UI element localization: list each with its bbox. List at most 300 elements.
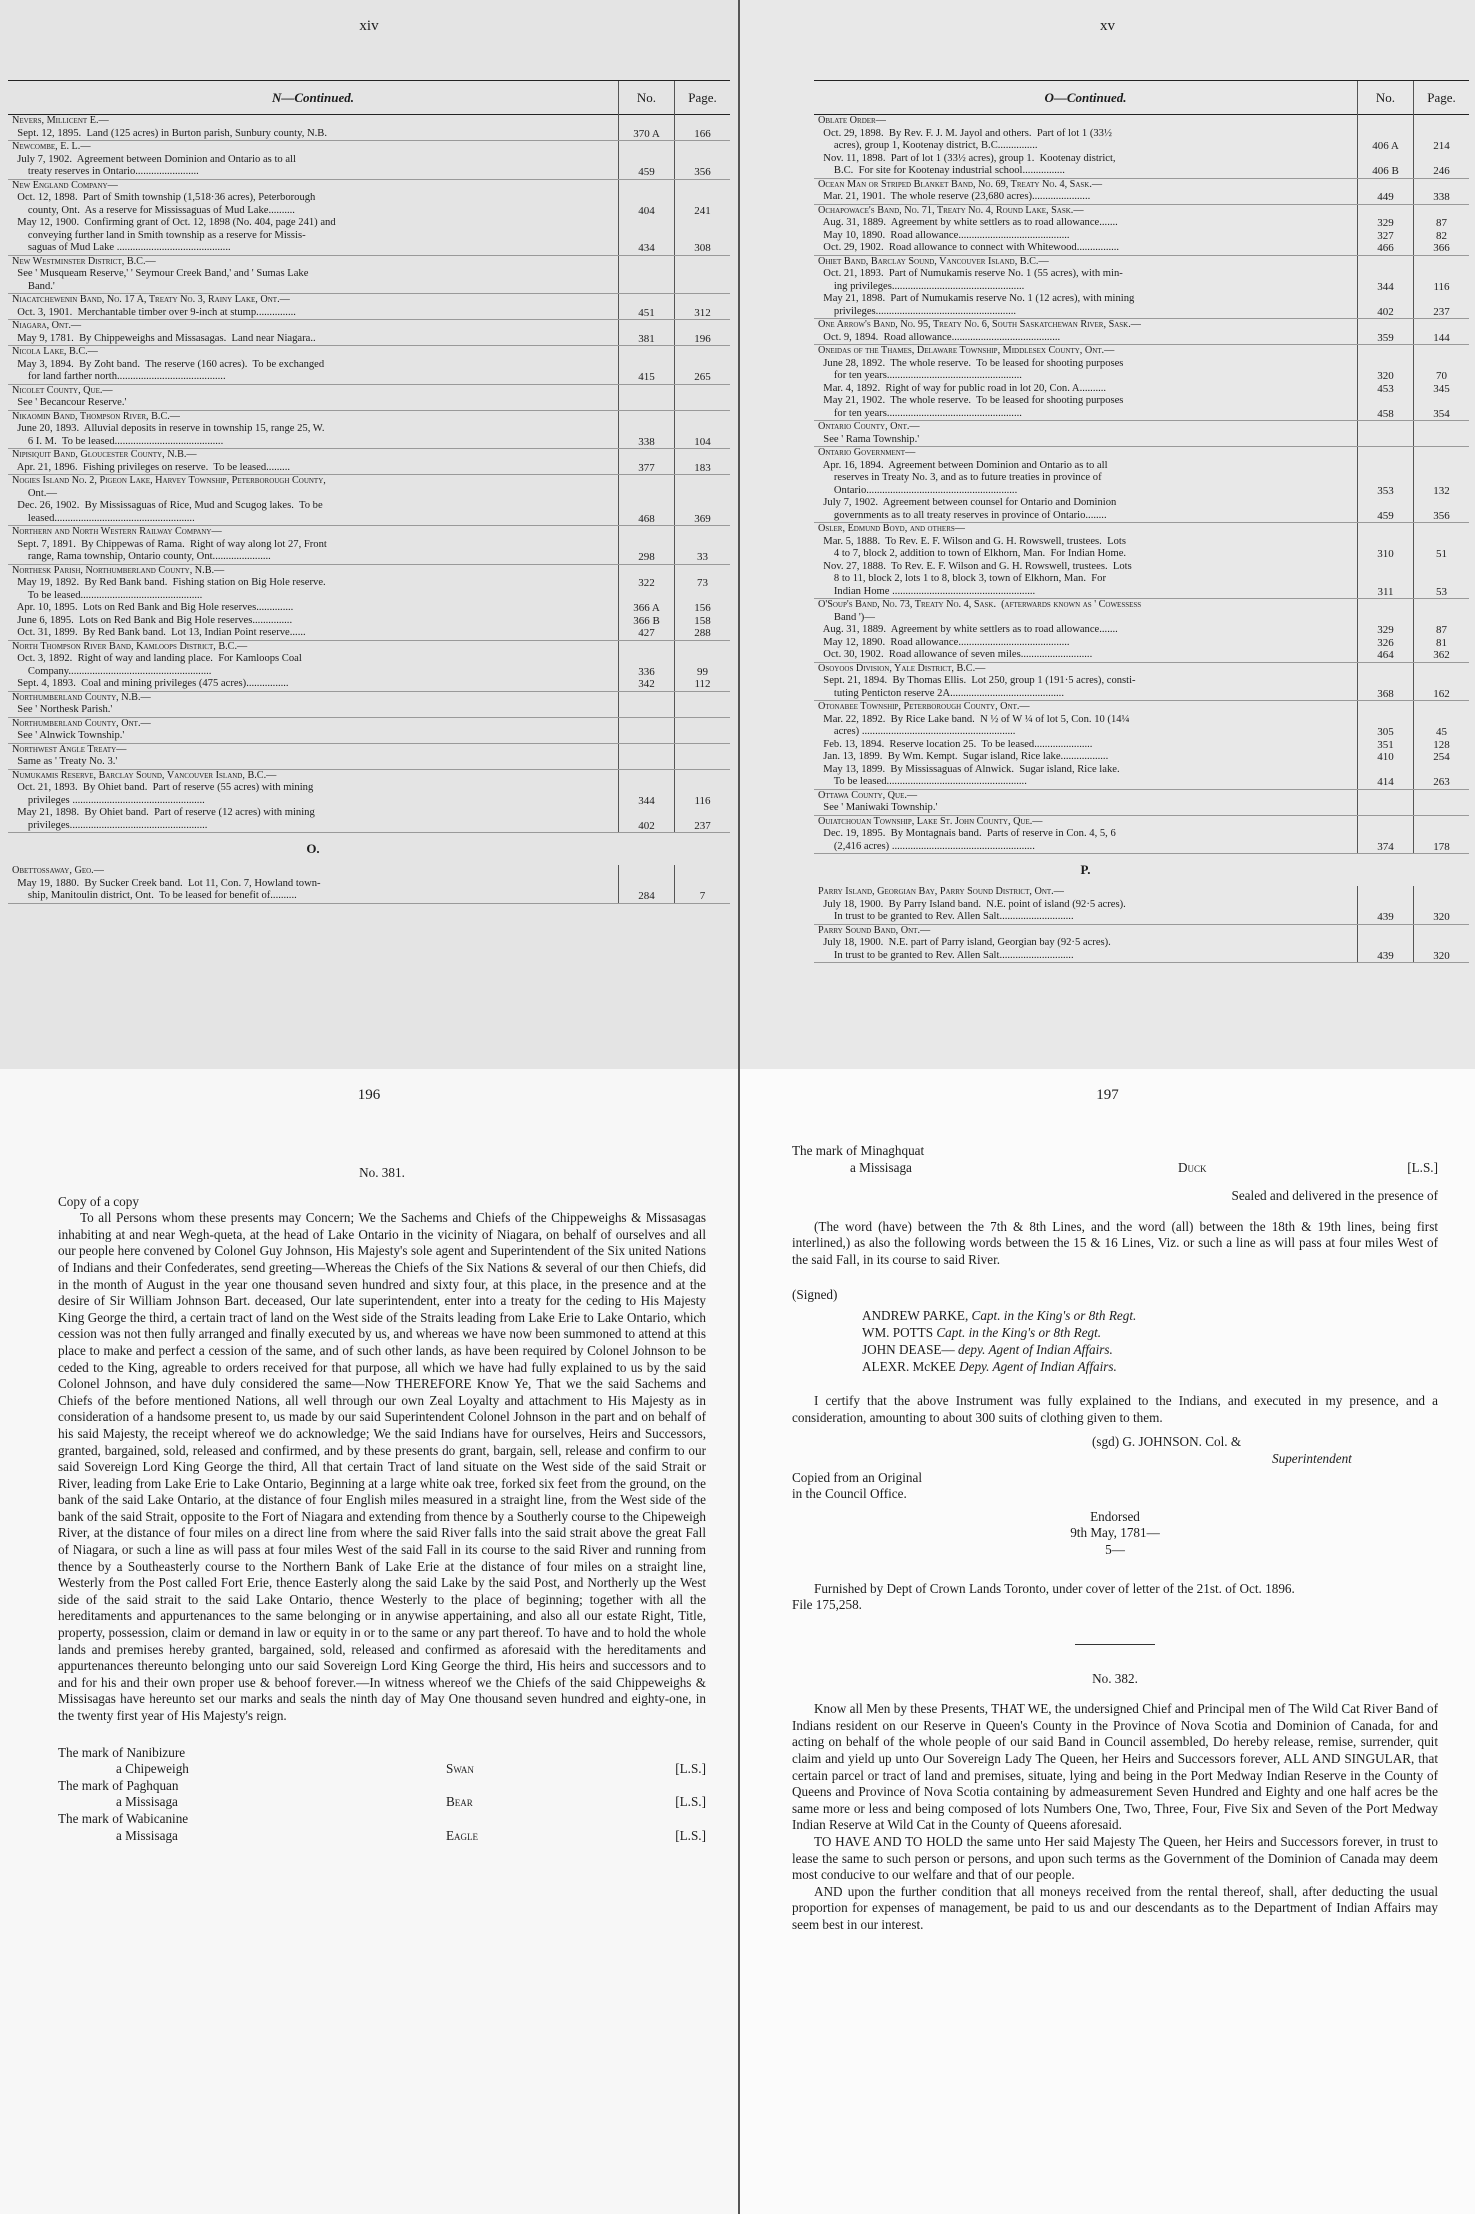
marks-list bbox=[58, 1745, 706, 1845]
entry-detail: Ontario......................................................... bbox=[818, 484, 1018, 496]
entry-line bbox=[814, 751, 1469, 764]
mark-row bbox=[58, 1828, 706, 1845]
entry-number bbox=[618, 154, 674, 167]
entry-number bbox=[1357, 256, 1413, 269]
entry-page bbox=[1413, 115, 1469, 128]
entry-number bbox=[1357, 115, 1413, 128]
entry-number bbox=[1357, 421, 1413, 434]
index-entry bbox=[8, 180, 730, 256]
index-entries-o bbox=[8, 865, 730, 904]
entry-page: 82 bbox=[1413, 230, 1469, 243]
entry-heading: Ochapowace's Band, No. 71, Treaty No. 4, Round Lake, Sask.— bbox=[818, 204, 1084, 216]
entry-detail: treaty reserves in Ontario........................ bbox=[12, 166, 199, 177]
entry-page: 128 bbox=[1413, 739, 1469, 752]
entry-number: 338 bbox=[618, 436, 674, 449]
entry-page bbox=[1413, 701, 1469, 714]
entry-line bbox=[814, 510, 1469, 523]
entry-line bbox=[8, 217, 730, 230]
entry-detail: May 21, 1898. Part of Numukamis reserve No. 1 (12 acres), with mining bbox=[818, 293, 1135, 304]
entry-page bbox=[674, 320, 730, 333]
entry-line bbox=[8, 320, 730, 333]
entry-page: 70 bbox=[1413, 370, 1469, 383]
index-entry bbox=[814, 701, 1469, 790]
entry-line bbox=[8, 449, 730, 462]
entry-line bbox=[814, 421, 1469, 434]
entry-detail: Oct. 31, 1899. By Red Bank band. Lot 13, Indian Point reserve...... bbox=[12, 627, 306, 638]
entry-line bbox=[814, 242, 1469, 255]
entry-number: 459 bbox=[1357, 510, 1413, 523]
entry-line bbox=[814, 816, 1469, 829]
entry-page bbox=[674, 192, 730, 205]
mark-seal: [L.S.] bbox=[1407, 1159, 1438, 1175]
entry-line bbox=[8, 513, 730, 526]
entry-number bbox=[1357, 612, 1413, 625]
table-header bbox=[814, 81, 1469, 115]
entry-page bbox=[1413, 395, 1469, 408]
witness-title: Depy. Agent of Indian Affairs. bbox=[959, 1359, 1117, 1375]
entry-line bbox=[814, 370, 1469, 383]
index-entry bbox=[8, 449, 730, 475]
entry-page: 263 bbox=[1413, 776, 1469, 789]
entry-number: 327 bbox=[1357, 230, 1413, 243]
entry-page bbox=[674, 217, 730, 230]
entry-heading: Nipisiquit Band, Gloucester County, N.B.— bbox=[12, 449, 197, 460]
mark-nation: a Chipeweigh bbox=[116, 1761, 189, 1777]
column-header-no: No. bbox=[1357, 81, 1413, 115]
entry-line bbox=[814, 663, 1469, 676]
entry-detail: Sept. 4, 1893. Coal and mining privileges (475 acres)................ bbox=[12, 678, 289, 689]
entry-line bbox=[814, 395, 1469, 408]
entry-number bbox=[1357, 358, 1413, 371]
entry-line bbox=[8, 666, 730, 679]
index-entry bbox=[8, 718, 730, 744]
certification: I certify that the above Instrument was fully explained to the Indians, and executed in my presence, and a consideration, amounting to about 300 suits of clothing given to them. bbox=[792, 1393, 1438, 1425]
entry-number bbox=[618, 475, 674, 488]
entry-detail: May 9, 1781. By Chippeweighs and Missasagas. Land near Niagara.. bbox=[12, 332, 316, 344]
entry-line bbox=[814, 332, 1469, 345]
entry-line bbox=[814, 828, 1469, 841]
entry-number: 449 bbox=[1357, 191, 1413, 204]
entry-page bbox=[1413, 128, 1469, 141]
entry-number bbox=[1357, 319, 1413, 332]
entry-number: 374 bbox=[1357, 841, 1413, 854]
entry-line bbox=[8, 590, 730, 603]
entry-line bbox=[8, 744, 730, 757]
entry-page: 51 bbox=[1413, 548, 1469, 561]
furnished-note: Furnished by Dept of Crown Lands Toronto, under cover of letter of the 21st. of Oct. 1896. bbox=[814, 1580, 1295, 1596]
entry-number bbox=[1357, 434, 1413, 447]
index-entry bbox=[814, 421, 1469, 447]
mark-totem: Duck bbox=[1178, 1159, 1207, 1175]
entry-detail: May 3, 1894. By Zoht band. The reserve (160 acres). To be exchanged bbox=[12, 358, 325, 370]
entry-heading: Nicolet County, Que.— bbox=[12, 384, 113, 396]
entry-number bbox=[618, 294, 674, 307]
entry-number: 381 bbox=[618, 333, 674, 346]
entry-line bbox=[814, 191, 1469, 204]
letter-o: O. bbox=[306, 841, 320, 856]
witness-signature bbox=[792, 1358, 1438, 1375]
entry-page: 354 bbox=[1413, 408, 1469, 421]
entry-page: 366 bbox=[1413, 242, 1469, 255]
entry-heading: New Westminster District, B.C.— bbox=[12, 255, 156, 267]
entry-line bbox=[8, 865, 730, 878]
entry-page bbox=[1413, 268, 1469, 281]
mark-nation: a Missisaga bbox=[116, 1827, 178, 1843]
entry-page bbox=[674, 539, 730, 552]
document-heading: No. 381. bbox=[359, 1165, 405, 1180]
entry-line bbox=[814, 911, 1469, 924]
entry-detail: Mar. 4, 1892. Right of way for public road in lot 20, Con. A.......... bbox=[818, 382, 1107, 394]
page-196 bbox=[0, 1069, 738, 2214]
entry-number: 414 bbox=[1357, 776, 1413, 789]
entry-page bbox=[674, 526, 730, 539]
signed-label: (Signed) bbox=[792, 1286, 838, 1302]
entry-page: 254 bbox=[1413, 751, 1469, 764]
entry-detail: Oct. 21, 1893. Part of Numukamis reserve No. 1 (55 acres), with min- bbox=[818, 268, 1123, 279]
entry-number bbox=[618, 539, 674, 552]
entry-page: 362 bbox=[1413, 649, 1469, 662]
entry-number: 366 A bbox=[618, 602, 674, 615]
entry-page: 320 bbox=[1413, 911, 1469, 924]
entry-page: 73 bbox=[674, 577, 730, 590]
entry-number bbox=[1357, 573, 1413, 586]
entry-detail: Sept. 21, 1894. By Thomas Ellis. Lot 250, group 1 (191·5 acres), consti- bbox=[818, 675, 1136, 686]
entry-line bbox=[814, 802, 1469, 815]
entry-page bbox=[674, 423, 730, 436]
entry-number bbox=[618, 590, 674, 603]
index-entry bbox=[814, 447, 1469, 523]
entry-page bbox=[674, 878, 730, 891]
entry-number bbox=[618, 141, 674, 154]
entry-page: 288 bbox=[674, 627, 730, 640]
witness-signature bbox=[792, 1307, 1438, 1324]
entry-line bbox=[8, 475, 730, 488]
deed-body: To all Persons whom these presents may Concern; We the Sachems and Chiefs of the Chippeweighs & Missasagas inhabiting at and near Wegh-queta, at the head of Lake Ontario in the vicinity of Niagara, on behalf of ourselves and all our people here convened by Colonel Guy Johnson, His Majesty's sole agent and Superintendent of the Six united Nations of Indians and their Confederates, send greeting—Whereas the Chiefs of the Six Nations & several of our then Chiefs, did in the month of August in the year one thousand seven hundred and sixty four, at this place, in the presence and at the desire of Sir William Johnson Bart. deceased, Our late superintendent, enter into a treaty for the ceding to His Majesty King George the third, a certain tract of land on the West side of the Straits leading from Lake Erie to Lake Ontario, which cession was not then fully arranged and finally executed by us, and whereas we have now been summoned to attend at this place to make and perfect a cession of the same, and of such other lands, as have been required by Colonel Johnson to be ceded to the King, agreable to orders received for that purpose, all which we have had fully explained to us by the said Colonel Johnson, and have duly considered the same—Now THEREFORE Know Ye, That we the said Sachems and Chiefs of the before mentioned Nations, all well through our own Zeal Loyalty and attachment to His Majesty as in consideration of a handsome present to, us made by our said Superintendent Colonel Johnson in the part and on behalf of his said Majesty, the receipt whereof we do acknowledge; We the said Indians have for ourselves, Heirs and Successors, granted, bargained, sold, released and confirmed, and by these presents do grant, bargain, sell, release and confirm to our said Sovereign Lord King George the third, All that certain Tract of land situate on the West side of the said Strait or River, leading from Lake Erie to Lake Ontario, Beginning at a large white oak tree, forked six feet from the ground, on the bank of the said Lake Ontario, at the distance of four English miles measured in a straight line, from the West side of the bank of the said Strait, opposite to the Fort of Niagara and extending from thence by a Southerly course to the Chipeweigh River, at the distance of four miles on a direct line from where the said River falls into the said strait above the great Fall of Niagara, or such a line as will pass at four miles West of the said Fall in its course to the said River and running from thence by a Southeasterly course to the Northern Bank of Lake Erie at the distance of four miles on a straight line, Westerly from the Post called Fort Erie, thence Easterly along the said Lake by the said Post, and Northerly up the West side of the said strait to the said Lake Ontario, thence Westerly to the place of beginning; together with all the hereditaments and appurtenances to the same belonging or in anywise appertaining, and also all our estate Right, Title, property, possession, claim or demand in law or equity in or to the same or any part thereof. To have and to hold the whole lands and premises hereby granted, bargained, sold, released and confirmed as aforesaid with the hereditaments and appurtenances thereunto belonging unto our said Sovereign Lord King George the third, His heirs and successors and to and for his and their own proper use & behoof forever.—In witness whereof we the Chiefs of the said Chippeweighs & Missisagas have hereunto set our marks and seals the ninth day of May One thousand seven hundred and eighty-one, in the twenty first year of His Majesty's reign. bbox=[58, 1210, 706, 1723]
entry-number bbox=[618, 744, 674, 757]
entry-page: 158 bbox=[674, 615, 730, 628]
entry-heading: Osoyoos Division, Yale District, B.C.— bbox=[818, 662, 986, 674]
entry-page: 7 bbox=[674, 890, 730, 903]
entry-heading: Northumberland County, Ont.— bbox=[12, 717, 151, 729]
entry-page bbox=[1413, 675, 1469, 688]
entry-page bbox=[674, 411, 730, 424]
entry-number: 353 bbox=[1357, 485, 1413, 498]
entry-number: 439 bbox=[1357, 911, 1413, 924]
entry-number bbox=[618, 115, 674, 128]
entry-number bbox=[618, 641, 674, 654]
entry-number: 468 bbox=[618, 513, 674, 526]
entry-page bbox=[1413, 293, 1469, 306]
entry-number bbox=[618, 423, 674, 436]
entry-detail: May 12, 1900. Confirming grant of Oct. 12, 1898 (No. 404, page 241) and bbox=[12, 217, 336, 228]
entry-number bbox=[1357, 816, 1413, 829]
witness-signature bbox=[792, 1324, 1438, 1341]
entry-heading: Niacatchewenin Band, No. 17 A, Treaty No. 3, Rainy Lake, Ont.— bbox=[12, 294, 290, 305]
mark-name: The mark of Wabicanine bbox=[58, 1810, 189, 1826]
entry-number: 434 bbox=[618, 242, 674, 255]
mark-totem: Bear bbox=[446, 1794, 473, 1810]
entry-detail: See ' Musqueam Reserve,' ' Seymour Creek Band,' and ' Sumas Lake bbox=[12, 268, 309, 279]
entry-page: 178 bbox=[1413, 841, 1469, 854]
entry-number: 377 bbox=[618, 462, 674, 475]
entry-line bbox=[814, 319, 1469, 332]
entry-heading: O'Soup's Band, No. 73, Treaty No. 4, Sask. (afterwards known as ' Cowessess bbox=[818, 599, 1142, 610]
entry-number bbox=[1357, 268, 1413, 281]
entry-page bbox=[674, 154, 730, 167]
entry-number: 344 bbox=[1357, 281, 1413, 294]
entry-heading: Ocean Man or Striped Blanket Band, No. 69, Treaty No. 4, Sask.— bbox=[818, 178, 1103, 190]
entry-page bbox=[674, 488, 730, 501]
index-entry bbox=[814, 256, 1469, 320]
entry-detail: July 18, 1900. By Parry Island band. N.E. point of island (92·5 acres). bbox=[818, 898, 1126, 910]
entry-number bbox=[1357, 205, 1413, 218]
entry-number: 320 bbox=[1357, 370, 1413, 383]
entry-heading: Ouiatchouan Township, Lake St. John County, Que.— bbox=[818, 815, 1043, 827]
entry-page bbox=[1413, 886, 1469, 899]
entry-heading: North Thompson River Band, Kamloops District, B.C.— bbox=[12, 640, 248, 652]
entry-number: 326 bbox=[1357, 637, 1413, 650]
entry-heading: Newcombe, E. L.— bbox=[12, 141, 91, 152]
entry-number bbox=[1357, 663, 1413, 676]
entry-detail: See ' Maniwaki Township.' bbox=[818, 802, 938, 813]
entry-detail: Feb. 13, 1894. Reserve location 25. To be leased...................... bbox=[818, 738, 1093, 750]
entry-line bbox=[8, 878, 730, 891]
entry-number: 458 bbox=[1357, 408, 1413, 421]
entry-number bbox=[1357, 886, 1413, 899]
endorsed-label: Endorsed bbox=[1090, 1508, 1140, 1524]
entry-heading: Northern and North Western Railway Company— bbox=[12, 526, 222, 537]
entry-page bbox=[674, 730, 730, 743]
entry-heading: Osler, Edmund Boyd, and others— bbox=[818, 523, 965, 534]
entry-number: 329 bbox=[1357, 217, 1413, 230]
entry-line bbox=[814, 165, 1469, 178]
entry-number: 368 bbox=[1357, 688, 1413, 701]
entry-number bbox=[618, 807, 674, 820]
entry-page: 116 bbox=[1413, 281, 1469, 294]
entry-page bbox=[674, 704, 730, 717]
entry-number bbox=[618, 526, 674, 539]
entry-number bbox=[1357, 460, 1413, 473]
entry-line bbox=[814, 383, 1469, 396]
entry-line bbox=[8, 820, 730, 833]
entry-heading: Parry Island, Georgian Bay, Parry Sound District, Ont.— bbox=[818, 886, 1064, 897]
entry-number bbox=[1357, 599, 1413, 612]
witness-title: depy. Agent of Indian Affairs. bbox=[957, 1342, 1113, 1358]
entry-number: 402 bbox=[618, 820, 674, 833]
entry-line bbox=[814, 281, 1469, 294]
index-entry bbox=[814, 115, 1469, 179]
mark-name: The mark of Paghquan bbox=[58, 1777, 179, 1793]
page-number: 197 bbox=[1096, 1087, 1119, 1103]
entry-page: 237 bbox=[1413, 306, 1469, 319]
entry-number bbox=[618, 692, 674, 705]
entry-page bbox=[1413, 764, 1469, 777]
index-entry bbox=[814, 205, 1469, 256]
entry-line bbox=[8, 890, 730, 903]
entry-page bbox=[674, 230, 730, 243]
entry-line bbox=[8, 653, 730, 666]
entry-page bbox=[1413, 899, 1469, 912]
entry-detail: In trust to be granted to Rev. Allen Salt............................ bbox=[818, 949, 1074, 961]
entry-detail: May 10, 1890. Road allowance.......................................... bbox=[818, 229, 1070, 241]
entry-detail: 8 to 11, block 2, lots 1 to 8, block 3, town of Elkhorn, Man. For bbox=[818, 573, 1106, 584]
entry-page: 33 bbox=[674, 551, 730, 564]
entry-number bbox=[1357, 925, 1413, 938]
entry-heading: Numukamis Reserve, Barclay Sound, Vancouver Island, B.C.— bbox=[12, 769, 277, 781]
entry-detail: May 21, 1902. The whole reserve. To be leased for shooting purposes bbox=[818, 395, 1124, 406]
entry-page bbox=[674, 359, 730, 372]
entry-detail: June 20, 1893. Alluvial deposits in reserve in township 15, range 25, W. bbox=[12, 423, 325, 434]
entry-line bbox=[8, 526, 730, 539]
mark-seal: [L.S.] bbox=[675, 1761, 706, 1777]
entry-line bbox=[8, 256, 730, 269]
entry-page bbox=[1413, 714, 1469, 727]
entry-page bbox=[674, 718, 730, 731]
entry-number bbox=[618, 230, 674, 243]
index-entry bbox=[8, 565, 730, 641]
entry-number bbox=[618, 281, 674, 294]
entry-line bbox=[8, 500, 730, 513]
entry-heading: New England Company— bbox=[12, 179, 118, 191]
entry-line bbox=[8, 180, 730, 193]
entry-line bbox=[8, 281, 730, 294]
entry-line bbox=[814, 447, 1469, 460]
surrender-paragraph-2: TO HAVE AND TO HOLD the same unto Her said Majesty The Queen, her Heirs and Successors forever, in trust to lease the same to such person or persons, and upon such terms as the Government of the Dominion of Canada may deem most conducive to our welfare and that of our people. bbox=[792, 1834, 1438, 1883]
entry-line bbox=[8, 807, 730, 820]
entry-page bbox=[1413, 179, 1469, 192]
entry-detail: May 13, 1899. By Mississaguas of Alnwick. Sugar island, Rice lake. bbox=[818, 763, 1120, 775]
index-entries bbox=[814, 115, 1469, 854]
entry-page: 237 bbox=[674, 820, 730, 833]
entry-line bbox=[8, 602, 730, 615]
mark-seal: [L.S.] bbox=[675, 1827, 706, 1843]
entry-number bbox=[1357, 675, 1413, 688]
entry-detail: reserves in Treaty No. 3, and as to future treaties in province of bbox=[818, 472, 1102, 483]
entry-detail: privileges..................................................... bbox=[818, 305, 1017, 317]
entry-page bbox=[1413, 802, 1469, 815]
entry-detail: Dec. 26, 1902. By Mississaguas of Rice, Mud and Scugog lakes. To be bbox=[12, 500, 323, 511]
entry-number: 464 bbox=[1357, 649, 1413, 662]
entry-number bbox=[1357, 293, 1413, 306]
entry-number: 459 bbox=[618, 166, 674, 179]
entry-number bbox=[1357, 714, 1413, 727]
entry-page bbox=[674, 294, 730, 307]
entry-line bbox=[814, 701, 1469, 714]
entry-line bbox=[8, 346, 730, 359]
entry-page bbox=[1413, 345, 1469, 358]
entry-detail: Jan. 13, 1899. By Wm. Kempt. Sugar island, Rice lake.................. bbox=[818, 751, 1109, 762]
entry-page: 156 bbox=[674, 602, 730, 615]
entry-number bbox=[1357, 395, 1413, 408]
entry-heading: Oneidas of the Thames, Delaware Township, Middlesex County, Ont.— bbox=[818, 345, 1115, 356]
entry-page bbox=[674, 397, 730, 410]
entry-detail: In trust to be granted to Rev. Allen Salt............................ bbox=[818, 911, 1074, 922]
entry-number bbox=[1357, 899, 1413, 912]
entry-number bbox=[1357, 802, 1413, 815]
entry-line bbox=[814, 523, 1469, 536]
entry-number: 366 B bbox=[618, 615, 674, 628]
endorsed-number: 5— bbox=[1105, 1541, 1125, 1557]
entry-line bbox=[8, 359, 730, 372]
entry-page bbox=[1413, 319, 1469, 332]
entry-number bbox=[618, 718, 674, 731]
entry-page: 308 bbox=[674, 242, 730, 255]
copied-line-2: in the Council Office. bbox=[792, 1486, 907, 1502]
index-entry bbox=[8, 865, 730, 904]
entry-detail: Sept. 7, 1891. By Chippewas of Rama. Right of way along lot 27, Front bbox=[12, 538, 327, 550]
entry-line bbox=[8, 782, 730, 795]
entry-page bbox=[1413, 358, 1469, 371]
entry-number bbox=[618, 449, 674, 462]
entry-number: 305 bbox=[1357, 726, 1413, 739]
entry-page: 116 bbox=[674, 795, 730, 808]
entry-number bbox=[618, 782, 674, 795]
entry-number: 439 bbox=[1357, 950, 1413, 963]
entry-line bbox=[814, 115, 1469, 128]
entry-number: 370 A bbox=[618, 128, 674, 141]
entry-number bbox=[618, 865, 674, 878]
entry-detail: Band.' bbox=[12, 280, 55, 292]
index-entry bbox=[814, 523, 1469, 599]
entry-page: 53 bbox=[1413, 586, 1469, 599]
entry-page bbox=[674, 268, 730, 281]
entry-detail: 6 I. M. To be leased......................................... bbox=[12, 435, 224, 447]
entry-page: 241 bbox=[674, 205, 730, 218]
entry-number bbox=[618, 500, 674, 513]
copied-line-1: Copied from an Original bbox=[792, 1469, 923, 1485]
mark-seal: [L.S.] bbox=[675, 1794, 706, 1810]
entry-number: 336 bbox=[618, 666, 674, 679]
entry-number: 311 bbox=[1357, 586, 1413, 599]
entry-number bbox=[618, 359, 674, 372]
index-entry bbox=[8, 475, 730, 526]
entry-page bbox=[1413, 434, 1469, 447]
entry-line bbox=[8, 551, 730, 564]
entry-line bbox=[8, 385, 730, 398]
entry-number bbox=[618, 268, 674, 281]
surrender-paragraph-3: AND upon the further condition that all moneys received from the rental thereof, shall, after deducting the usual proportion for expenses of management, be paid to us and our descendants as to the Department of Indian Affairs may seem best in our interest. bbox=[792, 1883, 1438, 1932]
index-entry bbox=[8, 346, 730, 385]
entry-line bbox=[8, 192, 730, 205]
entry-page bbox=[1413, 523, 1469, 536]
entry-page: 166 bbox=[674, 128, 730, 141]
entry-number: 406 B bbox=[1357, 165, 1413, 178]
entry-heading: Ontario County, Ont.— bbox=[818, 421, 920, 432]
entry-line bbox=[814, 434, 1469, 447]
entry-page bbox=[1413, 536, 1469, 549]
entry-line bbox=[8, 641, 730, 654]
witness-title: Capt. in the King's or 8th Regt. bbox=[971, 1308, 1137, 1324]
entry-detail: May 21, 1898. By Ohiet band. Part of reserve (12 acres) with mining bbox=[12, 807, 315, 818]
entry-line bbox=[8, 166, 730, 179]
entry-number bbox=[618, 346, 674, 359]
entry-detail: acres) .......................................................... bbox=[818, 726, 1016, 737]
entry-line bbox=[8, 268, 730, 281]
entry-line bbox=[8, 411, 730, 424]
entry-line bbox=[814, 179, 1469, 192]
entry-page: 183 bbox=[674, 462, 730, 475]
entry-line bbox=[814, 345, 1469, 358]
witness-signature bbox=[792, 1341, 1438, 1358]
index-entry bbox=[8, 115, 730, 141]
entry-line bbox=[814, 548, 1469, 561]
entry-detail: conveying further land in Smith township as a reserve for Missis- bbox=[12, 229, 306, 241]
witness-name: ALEXR. McKEE bbox=[862, 1359, 960, 1375]
mark-row bbox=[792, 1160, 1438, 1177]
entry-page: 99 bbox=[674, 666, 730, 679]
entry-page bbox=[674, 500, 730, 513]
entry-detail: Band ')— bbox=[818, 611, 875, 623]
